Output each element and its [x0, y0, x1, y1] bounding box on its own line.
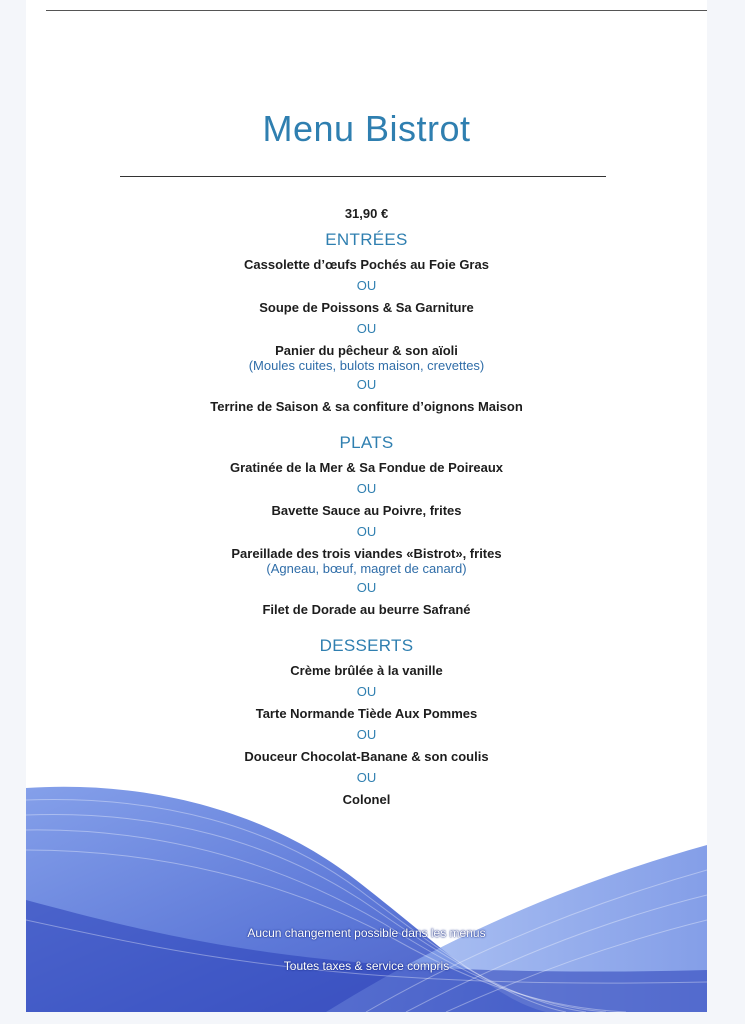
- menu-page: [26, 0, 707, 1012]
- dish-plat-4: Filet de Dorade au beurre Safrané: [262, 602, 471, 617]
- dish-dessert-4: Colonel: [342, 792, 391, 807]
- separator-or: OU: [356, 377, 377, 392]
- section-heading-plats: PLATS: [339, 433, 394, 452]
- menu-title: Menu Bistrot: [262, 108, 471, 149]
- dish-dessert-2: Tarte Normande Tiède Aux Pommes: [255, 706, 478, 721]
- section-heading-entrees: ENTRÉES: [325, 230, 408, 249]
- footer-notice: Aucun changement possible dans les menus: [247, 926, 486, 940]
- wave-decoration: [26, 770, 707, 1012]
- dish-entree-3-note: (Moules cuites, bulots maison, crevettes): [248, 358, 485, 373]
- separator-or: OU: [356, 278, 377, 293]
- dish-entree-3: Panier du pêcheur & son aïoli: [275, 343, 458, 358]
- dish-plat-3-note: (Agneau, bœuf, magret de canard): [266, 561, 467, 576]
- dish-entree-4: Terrine de Saison & sa confiture d’oignons Maison: [210, 399, 523, 414]
- separator-or: OU: [356, 727, 377, 742]
- separator-or: OU: [356, 321, 377, 336]
- separator-or: OU: [356, 524, 377, 539]
- dish-plat-1: Gratinée de la Mer & Sa Fondue de Poireaux: [229, 460, 504, 475]
- separator-or: OU: [356, 580, 377, 595]
- title-rule: [120, 176, 606, 177]
- menu-price: 31,90 €: [344, 206, 389, 221]
- separator-or: OU: [356, 481, 377, 496]
- dish-dessert-3: Douceur Chocolat-Banane & son coulis: [244, 749, 489, 764]
- dish-entree-2: Soupe de Poissons & Sa Garniture: [259, 300, 474, 315]
- dish-entree-1: Cassolette d’œufs Pochés au Foie Gras: [244, 257, 489, 272]
- dish-plat-3: Pareillade des trois viandes «Bistrot», frites: [231, 546, 502, 561]
- menu-content: [26, 202, 707, 810]
- footer-taxes: Toutes taxes & service compris: [283, 959, 450, 973]
- dish-plat-2: Bavette Sauce au Poivre, frites: [271, 503, 462, 518]
- section-heading-desserts: DESSERTS: [319, 636, 414, 655]
- separator-or: OU: [356, 684, 377, 699]
- separator-or: OU: [356, 770, 377, 785]
- dish-dessert-1: Crème brûlée à la vanille: [290, 663, 443, 678]
- top-rule: [46, 10, 707, 11]
